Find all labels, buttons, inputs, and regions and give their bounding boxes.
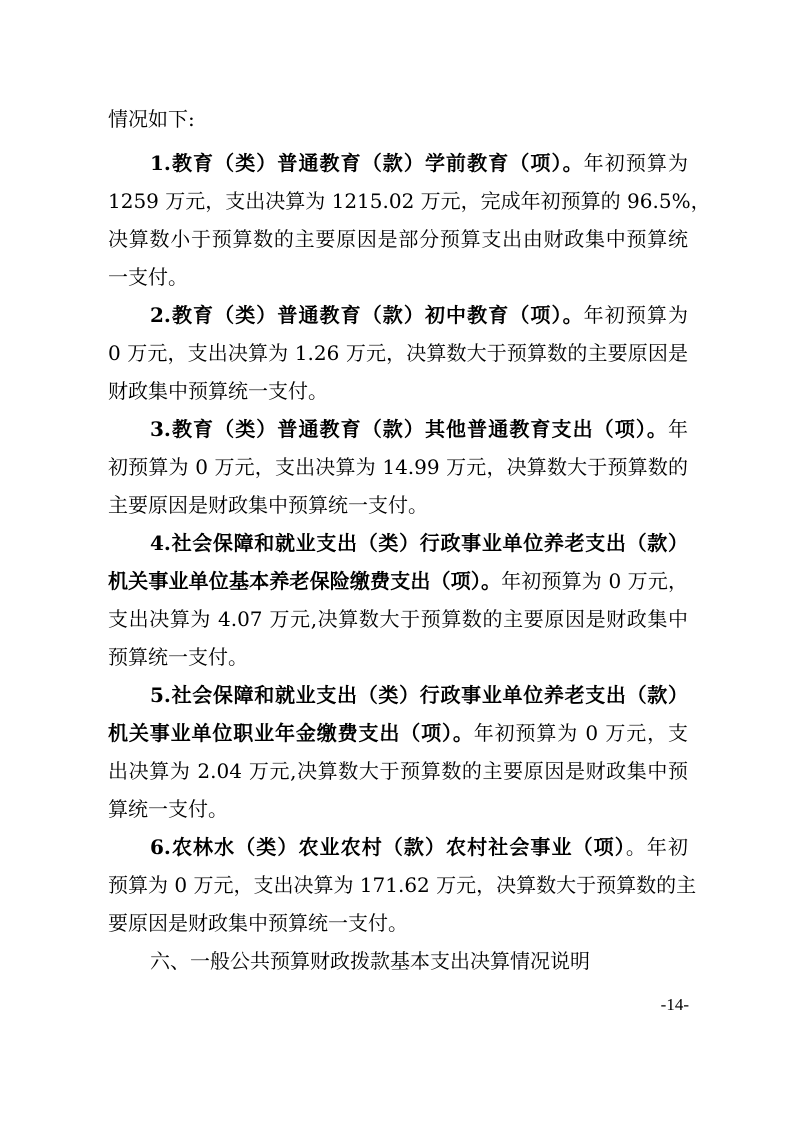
- item-6-line-2: 预算为 0 万元，支出决算为 171.62 万元，决算数大于预算数的主: [108, 873, 697, 897]
- item-6-line-3: 要原因是财政集中预算统一支付。: [108, 911, 408, 935]
- item-3-line-2: 初预算为 0 万元，支出决算为 14.99 万元，决算数大于预算数的: [108, 455, 688, 479]
- item-2-text-1: 年初预算为: [583, 303, 688, 327]
- item-1-line-4: 一支付。: [108, 265, 188, 289]
- item-5-line-1: [150, 678, 688, 712]
- item-4-line-2: [108, 564, 688, 598]
- item-3-text-1: 年: [668, 417, 688, 441]
- item-5-line-3: 出决算为 2.04 万元,决算数大于预算数的主要原因是财政集中预: [108, 759, 688, 783]
- item-5-text-2: 年初预算为 0 万元，支: [473, 721, 688, 745]
- item-5-line-2: [108, 716, 688, 750]
- item-2-line-3: 财政集中预算统一支付。: [108, 379, 328, 403]
- item-2-line-1: [150, 298, 688, 332]
- item-2-line-2: 0 万元，支出决算为 1.26 万元，决算数大于预算数的主要原因是: [108, 341, 688, 365]
- item-1-line-3: 决算数小于预算数的主要原因是部分预算支出由财政集中预算统: [108, 227, 688, 251]
- item-2-title: 2.教育（类）普通教育（款）初中教育（项）。: [150, 303, 584, 327]
- item-1-text-1: 年初预算为: [583, 151, 688, 175]
- item-4-line-3: 支出决算为 4.07 万元,决算数大于预算数的主要原因是财政集中: [108, 607, 688, 631]
- item-3-title: 3.教育（类）普通教育（款）其他普通教育支出（项）。: [150, 417, 668, 441]
- item-1-line-2: 1259 万元，支出决算为 1215.02 万元，完成年初预算的 96.5%，: [108, 189, 711, 213]
- item-5-title-part-1: 5.社会保障和就业支出（类）行政事业单位养老支出（款）: [150, 683, 688, 707]
- item-1-title: 1.教育（类）普通教育（款）学前教育（项）。: [150, 151, 584, 175]
- intro-line: 情况如下:: [108, 107, 195, 131]
- item-1-line-1: [150, 146, 688, 180]
- item-4-line-4: 预算统一支付。: [108, 645, 248, 669]
- item-4-title-part-2: 机关事业单位基本养老保险缴费支出（项）。: [108, 569, 502, 593]
- item-4-text-2: 年初预算为 0 万元，: [501, 569, 688, 593]
- section-heading: 六、一般公共预算财政拨款基本支出决算情况说明: [150, 949, 590, 973]
- item-6-title: 6.农林水（类）农业农村（款）农村社会事业（项）: [150, 835, 626, 859]
- item-3-line-3: 主要原因是财政集中预算统一支付。: [108, 493, 428, 517]
- page-number: -14-: [660, 995, 689, 1014]
- item-4-line-1: [150, 526, 688, 560]
- item-3-line-1: [150, 412, 688, 446]
- item-5-title-part-2: 机关事业单位职业年金缴费支出（项）。: [108, 721, 474, 745]
- item-6-line-1: [150, 830, 688, 864]
- item-4-title-part-1: 4.社会保障和就业支出（类）行政事业单位养老支出（款）: [150, 531, 688, 555]
- item-6-text-1: 。年初: [625, 835, 688, 859]
- item-5-line-4: 算统一支付。: [108, 797, 228, 821]
